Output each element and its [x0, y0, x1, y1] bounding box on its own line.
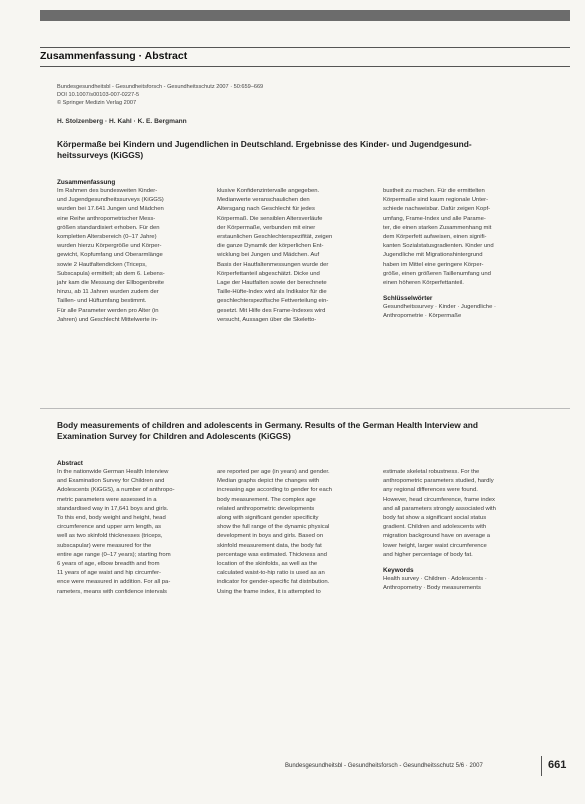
english-column-2 — [217, 468, 367, 597]
abstract-line: are reported per age (in years) and gender. — [217, 469, 330, 475]
meta-line: DOI 10.1007/s00103-007-0227-5 — [57, 91, 140, 98]
title-line: Examination Survey for Children and Adolescents (KiGGS) — [57, 431, 291, 441]
abstract-line: standardised way in 17,641 boys and girls. — [57, 505, 169, 512]
abstract-line: Lage der Hautfalten sowie der berechnete — [217, 280, 327, 287]
german-column-1 — [57, 178, 207, 325]
abstract-line: Jugendliche mit Migrationshintergrund — [383, 252, 483, 259]
abstract-line: ence were measured in addition. For all pa- — [57, 579, 171, 586]
running-footer: Bundesgesundheitsbl - Gesundheitsforsch - Gesundheitsschutz 5/6 · 2007 — [285, 763, 483, 769]
abstract-line: Taillen- und Hüftumfang bestimmt. — [57, 298, 147, 305]
abstract-line: 11 years of age waist and hip circumfer- — [57, 570, 162, 577]
abstract-line: skinfold measurement data, the body fat — [217, 542, 322, 549]
abstract-line: increasing age according to gender for each — [217, 487, 332, 494]
abstract-line: estimate skeletal robustness. For the — [383, 469, 480, 475]
abstract-line: wurden bei 17.641 Jungen und Mädchen — [57, 206, 164, 213]
abstract-line: jahr kam die Messung der Ellbogenbreite — [57, 280, 165, 287]
abstract-line: erstaunlichen Geschlechterspezifität, zeigen — [217, 234, 333, 241]
abstract-line: der Körpermaße, verbunden mit einer — [217, 224, 316, 231]
abstract-line: indicator for gender-specific fat distribution. — [217, 579, 330, 586]
abstract-line: Basis der Hautfaltenmessungen wurde der — [217, 261, 329, 268]
abstract-line: gewicht, Kopfumfang und Oberarmlänge — [57, 252, 163, 259]
abstract-line: Jahren) und Geschlecht Mittelwerte in- — [57, 316, 158, 323]
abstract-line: dem Körperfett aufweisen, einen signifi- — [383, 234, 487, 241]
abstract-line: and all parameters strongly associated with — [383, 505, 496, 512]
abstract-line: calculated waist-to-hip ratio is used as an — [217, 570, 325, 577]
german-keywords-heading: Schlüsselwörter — [383, 295, 433, 303]
abstract-line: body fat show a significant social status — [383, 515, 487, 522]
abstract-line: Adolescents (KiGGS), a number of anthropo- — [57, 487, 175, 494]
authors: H. Stolzenberg · H. Kahl · K. E. Bergmann — [57, 118, 187, 125]
abstract-line: location of the skinfolds, as well as the — [217, 561, 318, 568]
abstract-line: wurden hierzu Körpergröße und Körper- — [57, 243, 162, 250]
abstract-line: versucht, Aussagen über die Skeletto- — [217, 316, 317, 323]
meta-line: Bundesgesundheitsbl - Gesundheitsforsch - Gesundheitsschutz 2007 · 50:659–669 — [57, 84, 264, 90]
citation-meta — [57, 84, 263, 107]
abstract-line: percentage was estimated. Thickness and — [217, 551, 327, 558]
page-number-divider — [541, 756, 542, 776]
title-line: heitssurveys (KiGGS) — [57, 150, 144, 160]
abstract-line: die ganze Dynamik der körperlichen Ent- — [217, 243, 324, 250]
abstract-line: Subscapula) ermittelt; ab dem 6. Lebens- — [57, 270, 165, 277]
german-column-3 — [383, 187, 543, 322]
abstract-line: Median graphs depict the changes with — [217, 478, 320, 485]
abstract-line: umfang, Frame-Index und alle Parame- — [383, 215, 486, 222]
abstract-line: geschlechterspezifische Fettverteilung ein- — [217, 298, 329, 305]
abstract-line: eine Reihe anthropometrischer Mess- — [57, 215, 156, 222]
abstract-line: In the nationwide German Health Interview — [57, 469, 169, 475]
keyword-line: Health survey · Children · Adolescents · — [383, 576, 487, 583]
abstract-line: Im Rahmen des bundesweiten Kinder- — [57, 188, 158, 194]
abstract-line: einen höheren Körperfettanteil. — [383, 280, 464, 287]
section-rule-bottom — [40, 66, 570, 67]
section-header: Zusammenfassung · Abstract — [40, 50, 188, 62]
abstract-line: circumference and upper arm length, as — [57, 524, 162, 531]
abstract-line: schiede nachweisbar. Dafür zeigen Kopf- — [383, 206, 491, 213]
abstract-line: größe, einen größeren Taillenumfang und — [383, 270, 491, 277]
abstract-line: Altersgang nach Geschlecht für jedes — [217, 206, 315, 213]
section-rule-top — [40, 47, 570, 48]
abstract-line: kanten Sozialstatusgradienten. Kinder und — [383, 243, 494, 250]
keyword-line: Anthropometry · Body measurements — [383, 585, 481, 592]
abstract-line: related anthropometric developments — [217, 505, 315, 512]
abstract-line: show the full range of the dynamic physical — [217, 524, 330, 531]
header-bar — [40, 10, 570, 21]
abstract-line: Körperfettanteil abgeschätzt. Dicke und — [217, 270, 320, 277]
abstract-line: gradient. Children and adolescents with — [383, 524, 487, 531]
abstract-line: größen standardisiert erhoben. Für den — [57, 224, 160, 231]
title-line: Körpermaße bei Kindern und Jugendlichen in Deutschland. Ergebnisse des Kinder- und Jugendgesund- — [57, 139, 472, 149]
abstract-line: To this end, body weight and height, head — [57, 515, 166, 522]
abstract-line: Körpermaß. Die sensiblen Altersverläufe — [217, 215, 323, 222]
german-title — [57, 139, 527, 161]
abstract-line: Taille-Hüfte-Index wird als Indikator für die — [217, 289, 327, 296]
german-column-2 — [217, 187, 367, 325]
abstract-line: klusive Konfidenzintervalle angegeben. — [217, 188, 320, 194]
abstract-line: wicklung bei Jungen und Mädchen. Auf — [217, 252, 320, 259]
abstract-line: bustheit zu machen. Für die ermittelten — [383, 188, 485, 194]
abstract-line: well as two skinfold thicknesses (triceps, — [57, 533, 163, 540]
english-abstract-heading: Abstract — [57, 460, 83, 467]
abstract-line: entire age range (0–17 years); starting from — [57, 551, 171, 558]
divider — [40, 408, 570, 409]
abstract-line: Medianwerte veranschaulichen den — [217, 197, 310, 204]
abstract-line: haben im Mittel eine geringere Körper- — [383, 261, 484, 268]
abstract-line: subscapular) were measured for the — [57, 542, 152, 549]
english-title — [57, 420, 527, 442]
abstract-line: rameters, means with confidence intervals — [57, 588, 168, 595]
keyword-line: Anthropometrie · Körpermaße — [383, 313, 462, 320]
abstract-line: und Jugendgesundheitssurveys (KiGGS) — [57, 197, 164, 204]
meta-line: © Springer Medizin Verlag 2007 — [57, 99, 137, 106]
abstract-line: any regional differences were found. — [383, 487, 478, 494]
abstract-line: Körpermaße sind kaum regionale Unter- — [383, 197, 489, 204]
german-abstract-heading: Zusammenfassung — [57, 179, 116, 186]
abstract-line: and higher percentage of body fat. — [383, 551, 473, 558]
abstract-line: migration background have on average a — [383, 533, 491, 540]
abstract-line: body measurement. The complex age — [217, 496, 316, 503]
abstract-line: kompletten Altersbereich (0–17 Jahre) — [57, 234, 157, 241]
abstract-line: sowie 2 Hautfaltendicken (Triceps, — [57, 261, 147, 268]
abstract-line: ter, die einen starken Zusammenhang mit — [383, 224, 492, 231]
abstract-line: Für alle Parameter werden pro Alter (in — [57, 307, 159, 314]
abstract-line: However, head circumference, frame index — [383, 496, 495, 503]
abstract-line: 6 years of age, elbow breadth and from — [57, 561, 160, 568]
abstract-line: anthropometric parameters studied, hardly — [383, 478, 494, 485]
abstract-line: lower height, larger waist circumference — [383, 542, 487, 549]
english-column-1 — [57, 459, 207, 597]
english-column-3 — [383, 468, 543, 593]
english-keywords-heading: Keywords — [383, 567, 414, 575]
abstract-line: metric parameters were assessed in a — [57, 496, 157, 503]
abstract-line: Using the frame index, it is attempted to — [217, 588, 321, 595]
abstract-line: gesetzt. Mit Hilfe des Frame-Indexes wird — [217, 307, 326, 314]
keyword-line: Gesundheitssurvey · Kinder · Jugendliche · — [383, 304, 496, 311]
abstract-line: along with significant gender specificity — [217, 515, 319, 522]
abstract-line: hinzu, ab 11 Jahren wurden zudem der — [57, 289, 159, 296]
title-line: Body measurements of children and adolescents in Germany. Results of the German Health Interview and — [57, 420, 479, 430]
abstract-line: development in boys and girls. Based on — [217, 533, 324, 540]
page-number: 661 — [548, 759, 567, 771]
abstract-line: and Examination Survey for Children and — [57, 478, 165, 485]
